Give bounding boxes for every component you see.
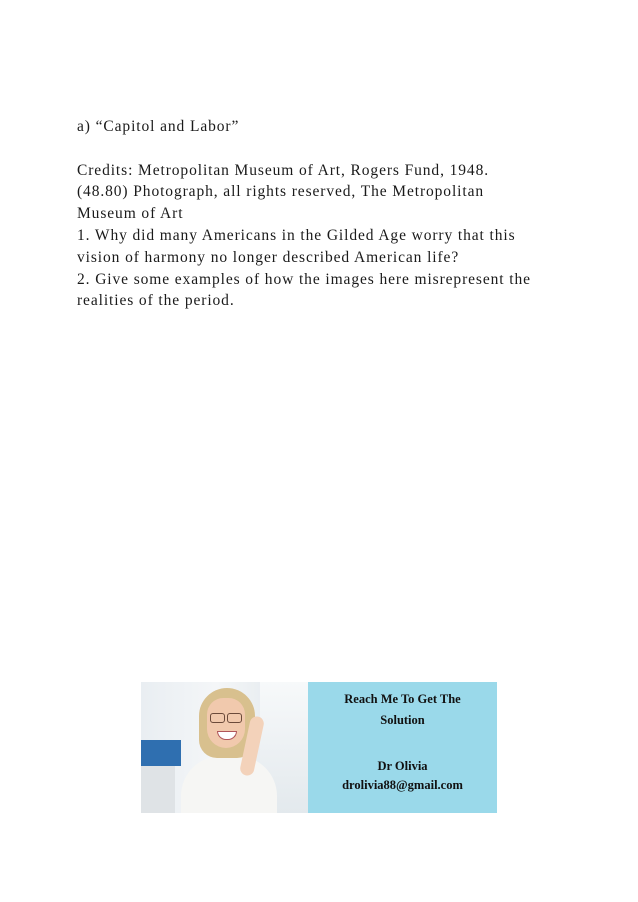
banner-line-2: Solution bbox=[380, 713, 425, 727]
question-1-line-1: 1. Why did many Americans in the Gilded Age worry that this bbox=[77, 226, 516, 244]
person-body bbox=[181, 756, 277, 813]
banner-name: Dr Olivia bbox=[377, 759, 428, 773]
credits-line-2: (48.80) Photograph, all rights reserved, The Metropolitan bbox=[77, 183, 485, 201]
shelf-blue bbox=[141, 740, 181, 766]
question-1-line-2: vision of harmony no longer described American life? bbox=[77, 248, 460, 266]
banner-line-1: Reach Me To Get The bbox=[344, 692, 461, 706]
person-face bbox=[207, 698, 245, 748]
contact-banner bbox=[141, 682, 497, 813]
paragraph-gap bbox=[77, 138, 577, 160]
question-2-line-1: 2. Give some examples of how the images here misrepresent the bbox=[77, 270, 531, 288]
banner-email[interactable]: drolivia88@gmail.com bbox=[342, 778, 463, 792]
document-text bbox=[77, 116, 577, 312]
tutor-photo bbox=[141, 682, 308, 813]
credits-line-1: Credits: Metropolitan Museum of Art, Rogers Fund, 1948. bbox=[77, 161, 490, 179]
contact-info-panel bbox=[308, 682, 497, 813]
question-2-line-2: realities of the period. bbox=[77, 292, 235, 310]
document-heading: a) “Capitol and Labor” bbox=[77, 118, 240, 135]
shelf-grey bbox=[141, 766, 175, 813]
glasses-left-icon bbox=[210, 713, 225, 723]
glasses-right-icon bbox=[227, 713, 242, 723]
credits-line-3: Museum of Art bbox=[77, 205, 184, 223]
